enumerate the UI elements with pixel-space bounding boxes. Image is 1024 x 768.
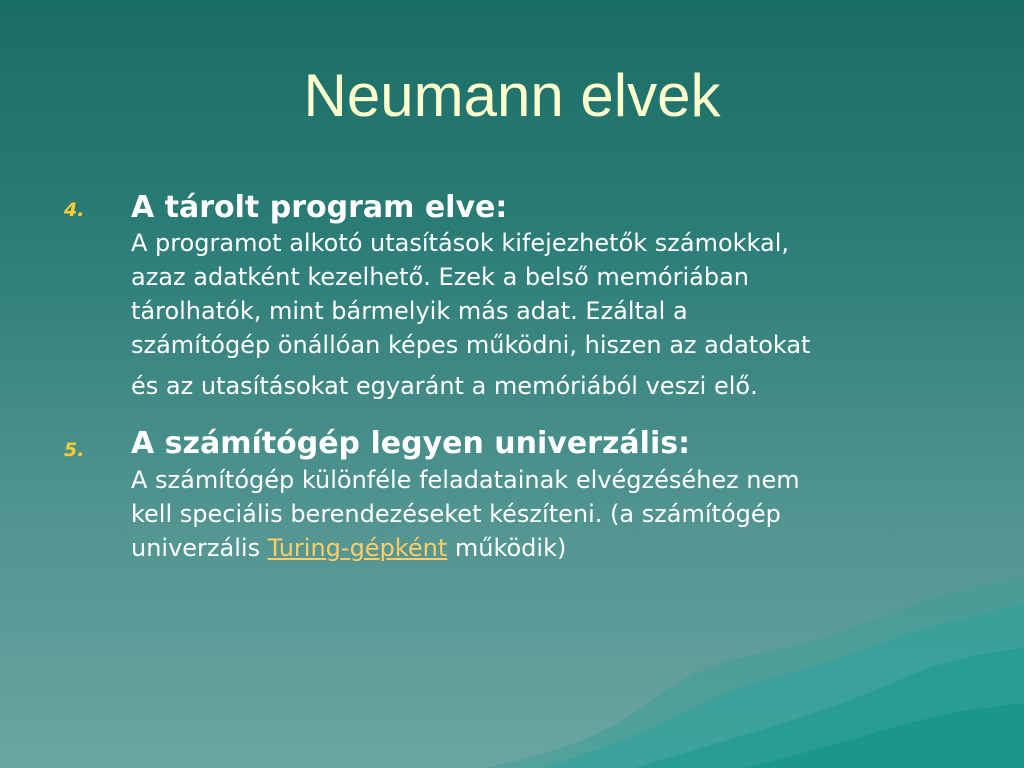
list-item-text-line: A számítógép különféle feladatainak elvégzéséhez nem (131, 466, 800, 494)
list-item-heading: A tárolt program elve: (131, 190, 508, 225)
list-item-text-line: azaz adatként kezelhető. Ezek a belső memóriában (131, 263, 749, 291)
list-item-heading: A számítógép legyen univerzális: (131, 426, 691, 461)
slide-title: Neumann elvek (303, 62, 721, 129)
turing-machine-link[interactable]: Turing-gépként (267, 534, 448, 562)
list-item-text-line: A programot alkotó utasítások kifejezhetők számokkal, (131, 229, 790, 257)
list-item-text-line-with-link (131, 534, 566, 562)
text-after-link: működik) (447, 534, 567, 562)
list-item-text-line: kell speciális berendezéseket készíteni. (a számítógép (131, 500, 781, 528)
text-before-link: univerzális (131, 534, 268, 562)
list-item-text-line: számítógép önállóan képes működni, hiszen az adatokat (131, 331, 811, 359)
list-number: 4. (64, 199, 85, 221)
list-number: 5. (64, 439, 85, 461)
decorative-waves (484, 578, 1024, 768)
list-item-text-line: tárolhatók, mint bármelyik más adat. Ezáltal a (131, 297, 688, 325)
list-item-text-line: és az utasításokat egyaránt a memóriából veszi elő. (131, 372, 758, 400)
